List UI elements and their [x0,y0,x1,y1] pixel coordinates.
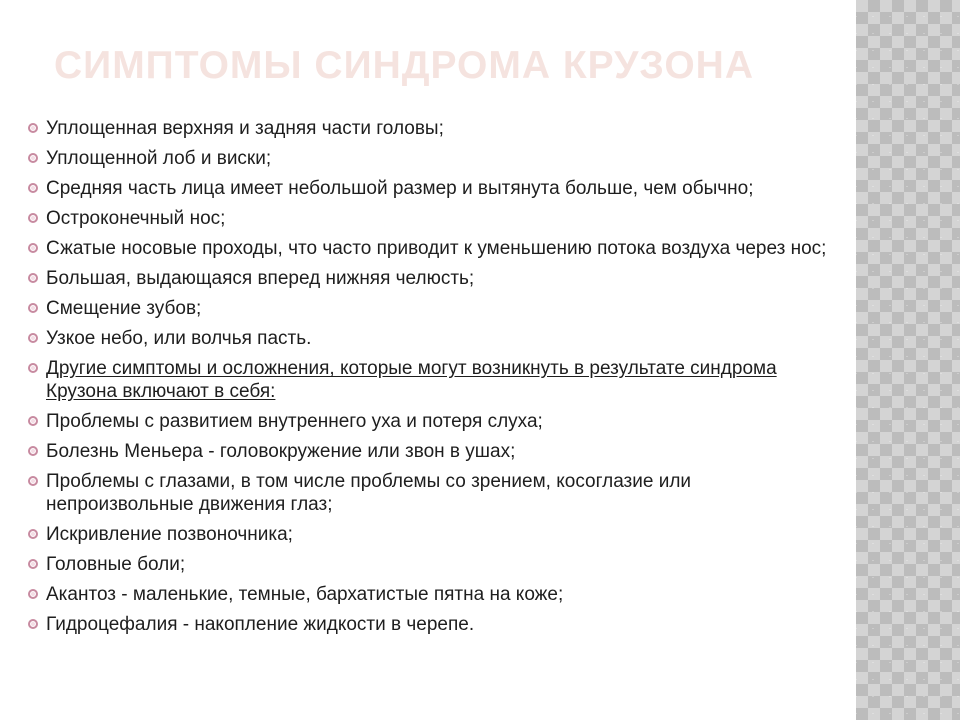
list-item [28,177,838,200]
list-item [28,147,838,170]
list-item [28,207,838,230]
list-item [28,297,838,320]
symptom-list [28,117,838,643]
list-item [28,267,838,290]
bullet-icon [28,213,38,223]
list-item-text: Уплощенной лоб и виски; [46,148,272,169]
list-item-text: Сжатые носовые проходы, что часто приводит к уменьшению потока воздуха через нос; [46,238,827,259]
list-item [28,613,838,636]
list-item [28,410,838,433]
slide-title: СИМПТОМЫ СИНДРОМА КРУЗОНА [54,44,755,87]
list-item [28,440,838,463]
list-item [28,237,838,260]
decorative-side-pattern [856,0,960,720]
bullet-icon [28,183,38,193]
bullet-icon [28,243,38,253]
list-item-text: Другие симптомы и осложнения, которые могут возникнуть в результате синдрома Крузона включают в себя: [46,358,777,402]
list-item-text: Смещение зубов; [46,298,202,319]
list-item-text: Гидроцефалия - накопление жидкости в черепе. [46,614,475,635]
bullet-icon [28,446,38,456]
bullet-icon [28,529,38,539]
bullet-icon [28,363,38,373]
list-item-text: Акантоз - маленькие, темные, бархатистые пятна на коже; [46,584,564,605]
list-item [28,583,838,606]
list-subheading [28,357,838,403]
bullet-icon [28,476,38,486]
list-item-text: Средняя часть лица имеет небольшой размер и вытянута больше, чем обычно; [46,178,754,199]
bullet-icon [28,333,38,343]
bullet-icon [28,153,38,163]
list-item [28,117,838,140]
list-item-text: Проблемы с развитием внутреннего уха и потеря слуха; [46,411,543,432]
bullet-icon [28,303,38,313]
list-item [28,470,838,516]
bullet-icon [28,559,38,569]
list-item-text: Остроконечный нос; [46,208,226,229]
bullet-icon [28,123,38,133]
list-item [28,327,838,350]
bullet-icon [28,416,38,426]
bullet-icon [28,589,38,599]
list-item-text: Большая, выдающаяся вперед нижняя челюсть; [46,268,475,289]
list-item [28,553,838,576]
list-item-text: Болезнь Меньера - головокружение или звон в ушах; [46,441,516,462]
list-item-text: Головные боли; [46,554,186,575]
bullet-icon [28,273,38,283]
list-item-text: Проблемы с глазами, в том числе проблемы со зрением, косоглазие или непроизвольные движения глаз; [46,471,692,515]
list-item-text: Уплощенная верхняя и задняя части головы; [46,118,444,139]
list-item [28,523,838,546]
list-item-text: Искривление позвоночника; [46,524,293,545]
bullet-icon [28,619,38,629]
list-item-text: Узкое небо, или волчья пасть. [46,328,312,349]
